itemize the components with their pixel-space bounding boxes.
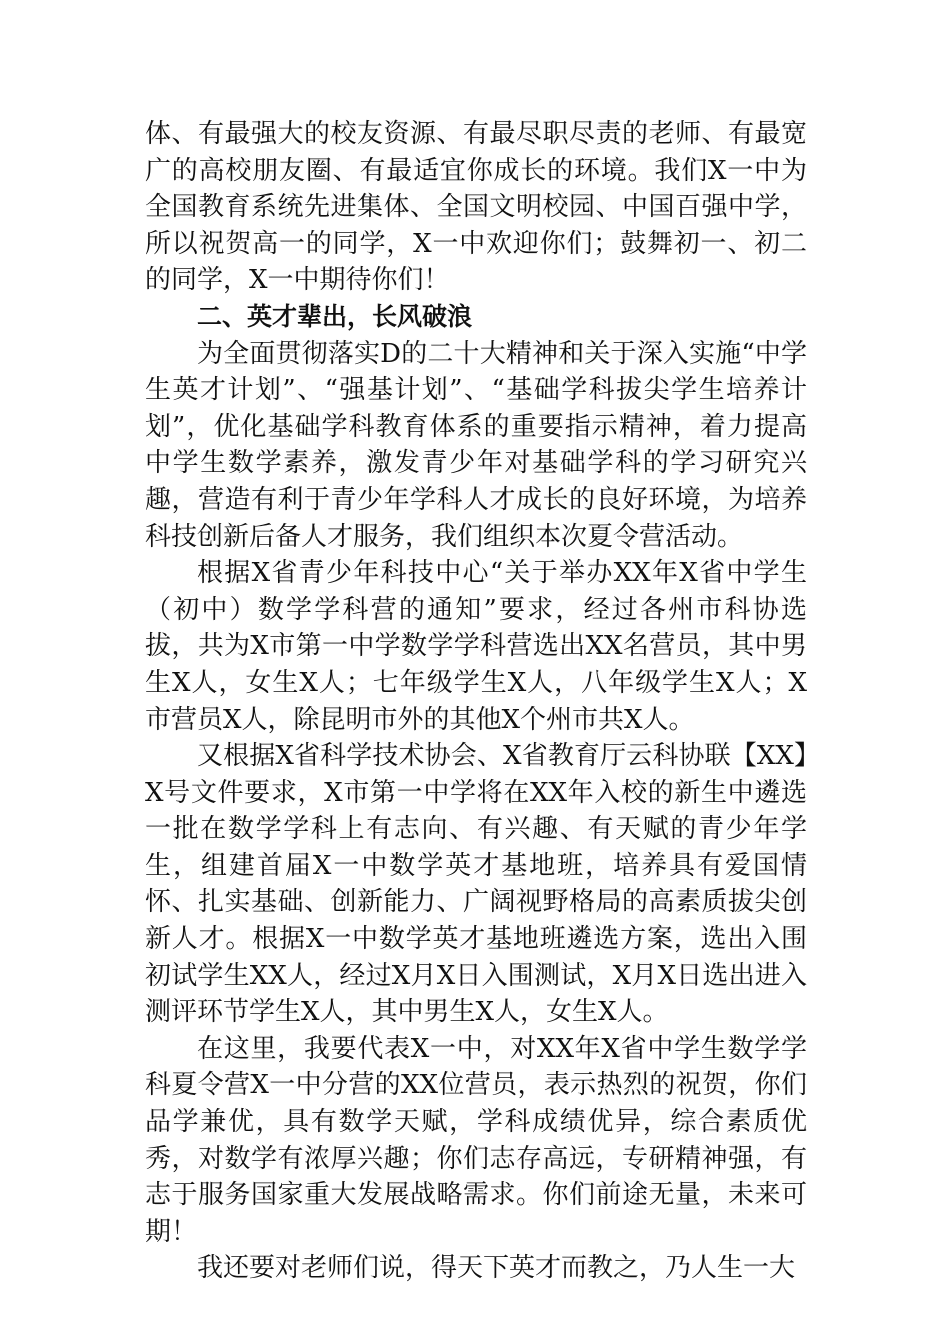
- paragraph-truncated: 我还要对老师们说，得天下英才而教之，乃人生一大: [197, 1253, 796, 1284]
- paragraph: 又根据X省科学技术协会、X省教育厅云科协联【XX】X号文件要求，X市第一中学将在XX年入校的新生中遴选一批在数学学科上有志向、有兴趣、有天赋的青少年学生，组建首届X一中数学英才基地班，培养具有爱国情怀、扎实基础、创新能力、广阔视野格局的高素质拔尖创新人才。根据X一中数学英才基地班遴选方案，选出入围初试学生XX人，经过X月X日入围测试，X月X日选出进入测评环节学生X人，其中男生X人，女生X人。: [145, 741, 807, 1028]
- paragraph: 根据X省青少年科技中心“关于举办XX年X省中学生（初中）数学学科营的通知”要求，经过各州市科协选拔，共为X市第一中学数学学科营选出XX名营员，其中男生X人，女生X人；七年级学生X人，八年级学生X人；X市营员X人，除昆明市外的其他X个州市共X人。: [145, 558, 807, 735]
- paragraph-continued: 体、有最强大的校友资源、有最尽职尽责的老师、有最宽广的高校朋友圈、有最适宜你成长的环境。我们X一中为全国教育系统先进集体、全国文明校园、中国百强中学，所以祝贺高一的同学，X一中欢迎你们；鼓舞初一、初二的同学，X一中期待你们！: [145, 119, 807, 296]
- section-heading: 二、英才辈出，长风破浪: [197, 301, 473, 331]
- paragraph: 在这里，我要代表X一中，对XX年X省中学生数学学科夏令营X一中分营的XX位营员，表示热烈的祝贺，你们品学兼优，具有数学天赋，学科成绩优异，综合素质优秀，对数学有浓厚兴趣；你们志存高远，专研精神强，有志于服务国家重大发展战略需求。你们前途无量，未来可期！: [145, 1033, 807, 1247]
- document-body: [145, 116, 807, 1287]
- paragraph: 为全面贯彻落实D的二十大精神和关于深入实施“中学生英才计划”、“强基计划”、“基础学科拔尖学生培养计划”，优化基础学科教育体系的重要指示精神，着力提高中学生数学素养，激发青少年对基础学科的学习研究兴趣，营造有利于青少年学科人才成长的良好环境，为培养科技创新后备人才服务，我们组织本次夏令营活动。: [145, 338, 807, 552]
